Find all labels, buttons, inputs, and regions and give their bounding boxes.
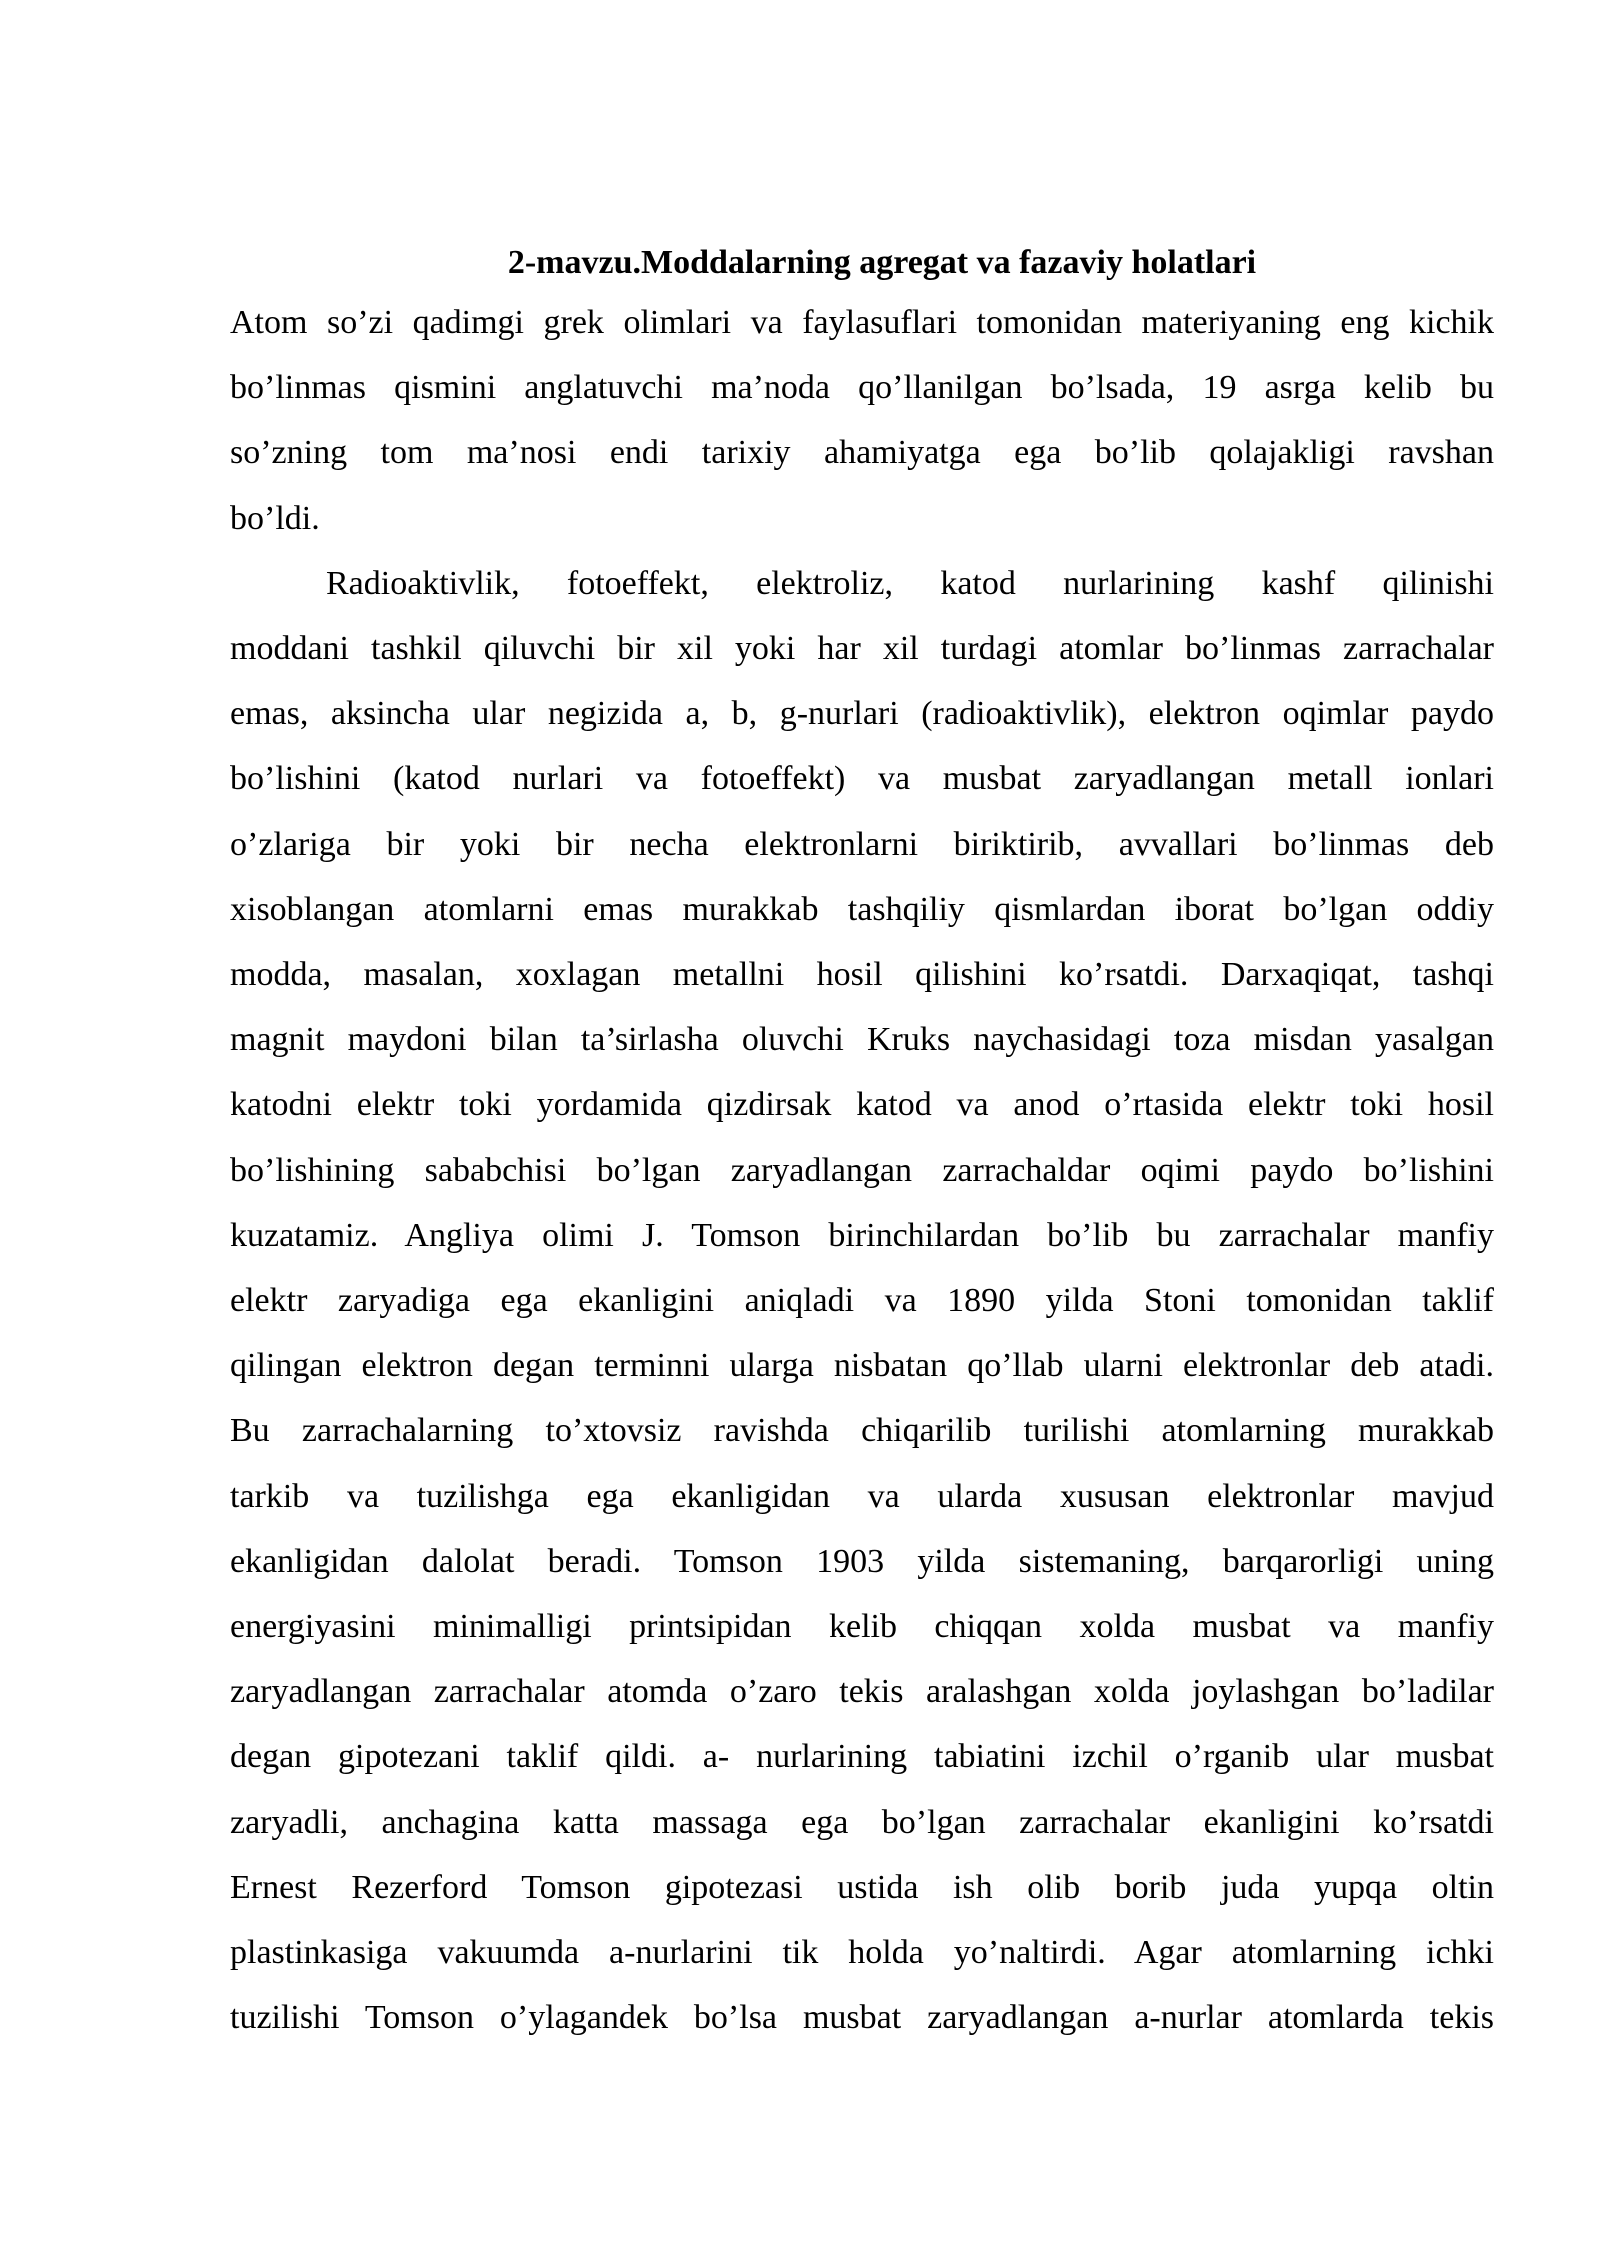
text-line: bo’lishining sababchisi bo’lgan zaryadlangan zarrachaldar oqimi paydo bo’lishini [230, 1151, 1494, 1189]
text-line: degan gipotezani taklif qildi. a- nurlarining tabiatini izchil o’rganib ular musbat [230, 1738, 1494, 1776]
text-line: magnit maydoni bilan ta’sirlasha oluvchi Kruks naychasidagi toza misdan yasalgan [230, 1021, 1494, 1059]
text-line: ekanligidan dalolat beradi. Tomson 1903 yilda sistemaning, barqarorligi uning [230, 1542, 1494, 1580]
text-line: bo’lishini (katod nurlari va fotoeffekt) va musbat zaryadlangan metall ionlari [230, 760, 1494, 798]
document-page [230, 238, 1494, 2050]
text-line: Atom so’zi qadimgi grek olimlari va faylasuflari tomonidan materiyaning eng kichik [230, 304, 1494, 341]
text-line: bo’linmas qismini anglatuvchi ma’noda qo’llanilgan bo’lsada, 19 asrga kelib bu [230, 369, 1494, 407]
text-line: tuzilishi Tomson o’ylagandek bo’lsa musbat zaryadlangan a-nurlar atomlarda tekis [230, 1999, 1494, 2037]
page-title: 2-mavzu.Moddalarning agregat va fazaviy holatlari [507, 244, 1257, 281]
text-line: energiyasini minimalligi printsipidan kelib chiqqan xolda musbat va manfiy [230, 1608, 1494, 1646]
text-line: Radioaktivlik, fotoeffekt, elektroliz, katod nurlarining kashf qilinishi [326, 564, 1494, 602]
text-line: bo’ldi. [230, 499, 320, 537]
text-line: emas, aksincha ular negizida a, b, g-nurlari (radioaktivlik), elektron oqimlar paydo [230, 695, 1494, 733]
text-line: modda, masalan, xoxlagan metallni hosil qilishini ko’rsatdi. Darxaqiqat, tashqi [230, 956, 1494, 994]
text-line: tarkib va tuzilishga ega ekanligidan va ularda xususan elektronlar mavjud [230, 1477, 1494, 1515]
text-line: zaryadli, anchagina katta massaga ega bo’lgan zarrachalar ekanligini ko’rsatdi [230, 1803, 1494, 1841]
text-line: so’zning tom ma’nosi endi tarixiy ahamiyatga ega bo’lib qolajakligi ravshan [230, 434, 1494, 472]
text-line: o’zlariga bir yoki bir necha elektronlarni biriktirib, avvallari bo’linmas deb [230, 825, 1494, 863]
text-line: plastinkasiga vakuumda a-nurlarini tik holda yo’naltirdi. Agar atomlarning ichki [230, 1934, 1494, 1972]
text-line: elektr zaryadiga ega ekanligini aniqladi va 1890 yilda Stoni tomonidan taklif [230, 1282, 1494, 1320]
text-line: Bu zarrachalarning to’xtovsiz ravishda chiqarilib turilishi atomlarning murakkab [230, 1412, 1494, 1450]
text-line: Ernest Rezerford Tomson gipotezasi ustida ish olib borib juda yupqa oltin [230, 1868, 1494, 1906]
text-line: kuzatamiz. Angliya olimi J. Tomson birinchilardan bo’lib bu zarrachalar manfiy [230, 1216, 1494, 1254]
text-line: xisoblangan atomlarni emas murakkab tashqiliy qismlardan iborat bo’lgan oddiy [230, 890, 1494, 928]
paragraph-1 [230, 290, 1494, 551]
text-line: zaryadlangan zarrachalar atomda o’zaro tekis aralashgan xolda joylashgan bo’ladilar [230, 1673, 1494, 1711]
text-line: moddani tashkil qiluvchi bir xil yoki har xil turdagi atomlar bo’linmas zarrachalar [230, 630, 1494, 668]
text-line: katodni elektr toki yordamida qizdirsak katod va anod o’rtasida elektr toki hosil [230, 1086, 1494, 1124]
text-line: qilingan elektron degan terminni ularga nisbatan qo’llab ularni elektronlar deb atadi. [230, 1347, 1494, 1385]
paragraph-2 [230, 551, 1494, 2051]
